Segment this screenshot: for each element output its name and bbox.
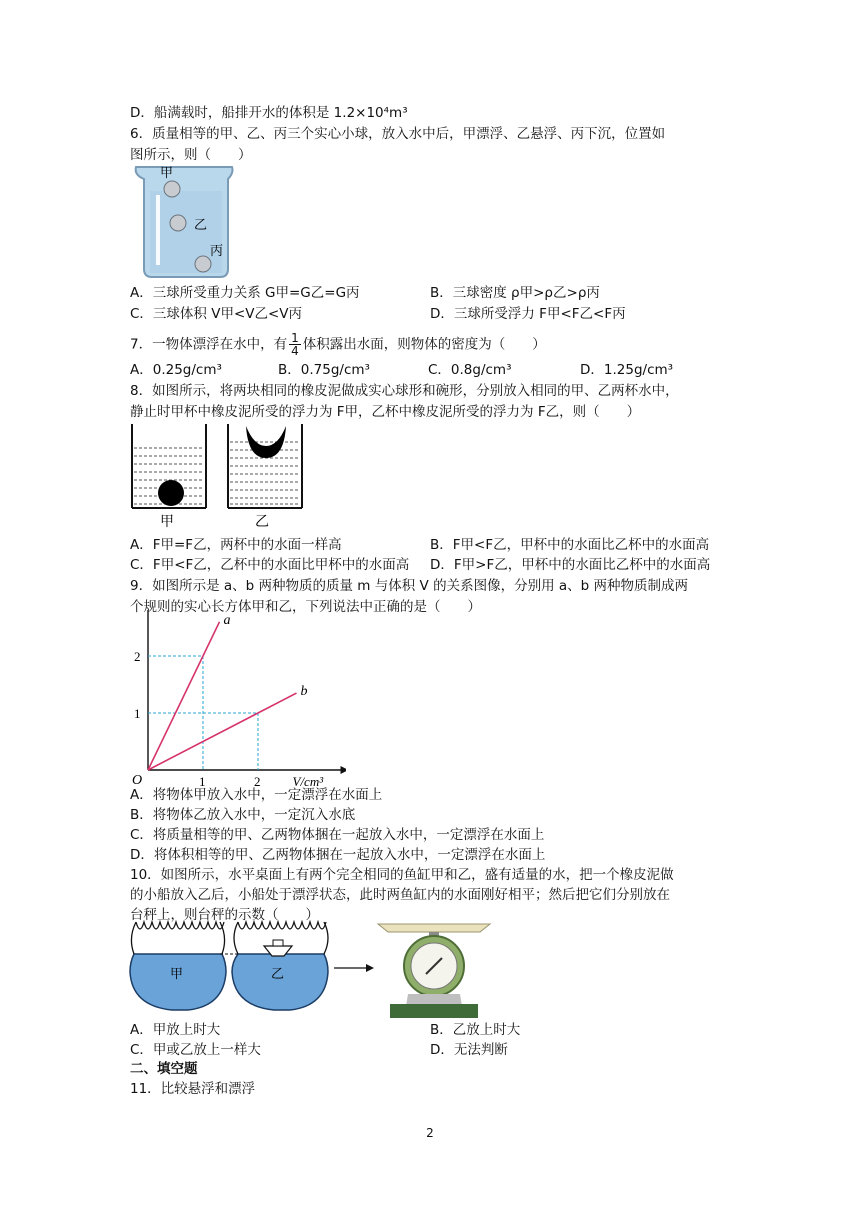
q8-option-c: C．F甲<F乙，乙杯中的水面比甲杯中的水面高 — [130, 557, 410, 573]
fraction-denominator: 4 — [291, 344, 299, 358]
q10-option-c: C．甲或乙放上一样大 — [130, 1042, 261, 1058]
ball-jia — [164, 181, 180, 197]
q9-option-d: D．将体积相等的甲、乙两物体捆在一起放入水中，一定漂浮在水面上 — [130, 847, 546, 863]
ball-bing — [195, 256, 211, 272]
platform-scale — [378, 924, 490, 1018]
q6-stem-line1: 6．质量相等的甲、乙、丙三个实心小球，放入水中后，甲漂浮、乙悬浮、丙下沉，位置如 — [130, 126, 666, 142]
label-yi: 乙 — [194, 218, 208, 233]
q10-option-b: B．乙放上时大 — [430, 1022, 521, 1038]
series-line-a — [148, 622, 220, 770]
q7-option-c: C．0.8g/cm³ — [428, 362, 512, 378]
q10-option-d: D．无法判断 — [430, 1042, 508, 1058]
tank-label-jia: 甲 — [170, 967, 184, 982]
q6-beaker-figure — [130, 165, 240, 280]
q10-stem-line2: 的小船放入乙后，小船处于漂浮状态，此时两鱼缸内的水面刚好相平；然后把它们分别放在 — [130, 887, 670, 903]
page-number: 2 — [426, 1126, 434, 1140]
ball-yi — [170, 215, 186, 231]
q9-option-c: C．将质量相等的甲、乙两物体捆在一起放入水中，一定漂浮在水面上 — [130, 827, 545, 843]
q9-option-a: A．将物体甲放入水中，一定漂浮在水面上 — [130, 787, 383, 803]
chart-labels — [132, 610, 324, 786]
series-label-a: a — [223, 612, 231, 628]
cup-jia — [132, 424, 206, 508]
cup-label-yi: 乙 — [255, 514, 269, 530]
tank-label-yi: 乙 — [271, 967, 285, 982]
q7-stem-post: 体积露出水面，则物体的密度为（ ） — [302, 336, 546, 353]
series-label-b: b — [300, 684, 308, 700]
q9-stem-line1: 9．如图所示是 a、b 两种物质的质量 m 与体积 V 的关系图像，分别用 a、b 两种物质制成两 — [130, 578, 688, 594]
q7-stem-pre: 7．一物体漂浮在水中，有 — [130, 336, 288, 353]
q7-fraction — [289, 332, 301, 357]
cup-label-jia: 甲 — [160, 514, 174, 530]
arrow — [334, 964, 374, 972]
x-tick-label-1: 1 — [199, 774, 206, 786]
x-axis-arrow — [341, 766, 347, 774]
q7-option-b: B．0.75g/cm³ — [278, 362, 370, 378]
label-jia: 甲 — [160, 166, 174, 181]
q11-stem: 11．比较悬浮和漂浮 — [130, 1081, 256, 1097]
q8-option-a: A．F甲=F乙，两杯中的水面一样高 — [130, 537, 342, 553]
q9-stem-line2: 个规则的实心长方体甲和乙，下列说法中正确的是（ ） — [130, 599, 481, 615]
y-tick-label-1: 1 — [134, 706, 141, 721]
q8-stem-line1: 8．如图所示，将两块相同的橡皮泥做成实心球形和碗形，分别放入相同的甲、乙两杯水中， — [130, 383, 679, 399]
q8-cups-figure — [128, 422, 308, 532]
x-tick-label-2: 2 — [254, 774, 261, 786]
q9-mass-volume-chart — [126, 610, 346, 786]
clay-ball — [158, 480, 184, 506]
fish-tank-jia — [130, 922, 226, 1010]
q6-option-d: D．三球所受浮力 F甲<F乙<F丙 — [430, 306, 626, 322]
q6-option-b: B．三球密度 ρ甲>ρ乙>ρ丙 — [430, 285, 600, 301]
q7-stem — [130, 332, 546, 357]
series-line-b — [148, 693, 297, 770]
q8-stem-line2: 静止时甲杯中橡皮泥所受的浮力为 F甲，乙杯中橡皮泥所受的浮力为 F乙，则（ ） — [130, 404, 641, 420]
section-heading-fill-blank: 二、填空题 — [130, 1061, 198, 1077]
q10-stem-line3: 台秤上，则台秤的示数（ ） — [130, 907, 319, 923]
label-bing: 丙 — [210, 244, 224, 259]
fish-tank-yi — [220, 922, 328, 1010]
cup-yi — [228, 424, 302, 508]
y-tick-label-2: 2 — [134, 649, 141, 664]
q9-option-b: B．将物体乙放入水中，一定沉入水底 — [130, 807, 356, 823]
q6-stem-line2: 图所示，则（ ） — [130, 147, 252, 163]
q6-option-c: C．三球体积 V甲<V乙<V丙 — [130, 306, 303, 322]
chart-guides — [148, 656, 258, 770]
chart-series — [148, 622, 297, 770]
q7-option-d: D．1.25g/cm³ — [580, 362, 674, 378]
q6-option-a: A．三球所受重力关系 G甲=G乙=G丙 — [130, 285, 360, 301]
q5-option-d: D．船满载时，船排开水的体积是 1.2×10⁴m³ — [130, 105, 408, 121]
chart-axes — [144, 610, 346, 774]
fraction-numerator: 1 — [291, 331, 299, 345]
q10-tanks-scale-figure — [128, 920, 498, 1020]
q7-option-a: A．0.25g/cm³ — [130, 362, 222, 378]
q8-option-d: D．F甲>F乙，甲杯中的水面比乙杯中的水面高 — [430, 557, 711, 573]
x-axis-label: V/cm³ — [292, 774, 324, 786]
q10-stem-line1: 10．如图所示，水平桌面上有两个完全相同的鱼缸甲和乙，盛有适量的水，把一个橡皮泥做 — [130, 867, 674, 883]
q8-option-b: B．F甲<F乙，甲杯中的水面比乙杯中的水面高 — [430, 537, 710, 553]
q10-option-a: A．甲放上时大 — [130, 1022, 221, 1038]
origin-label: O — [132, 773, 143, 786]
